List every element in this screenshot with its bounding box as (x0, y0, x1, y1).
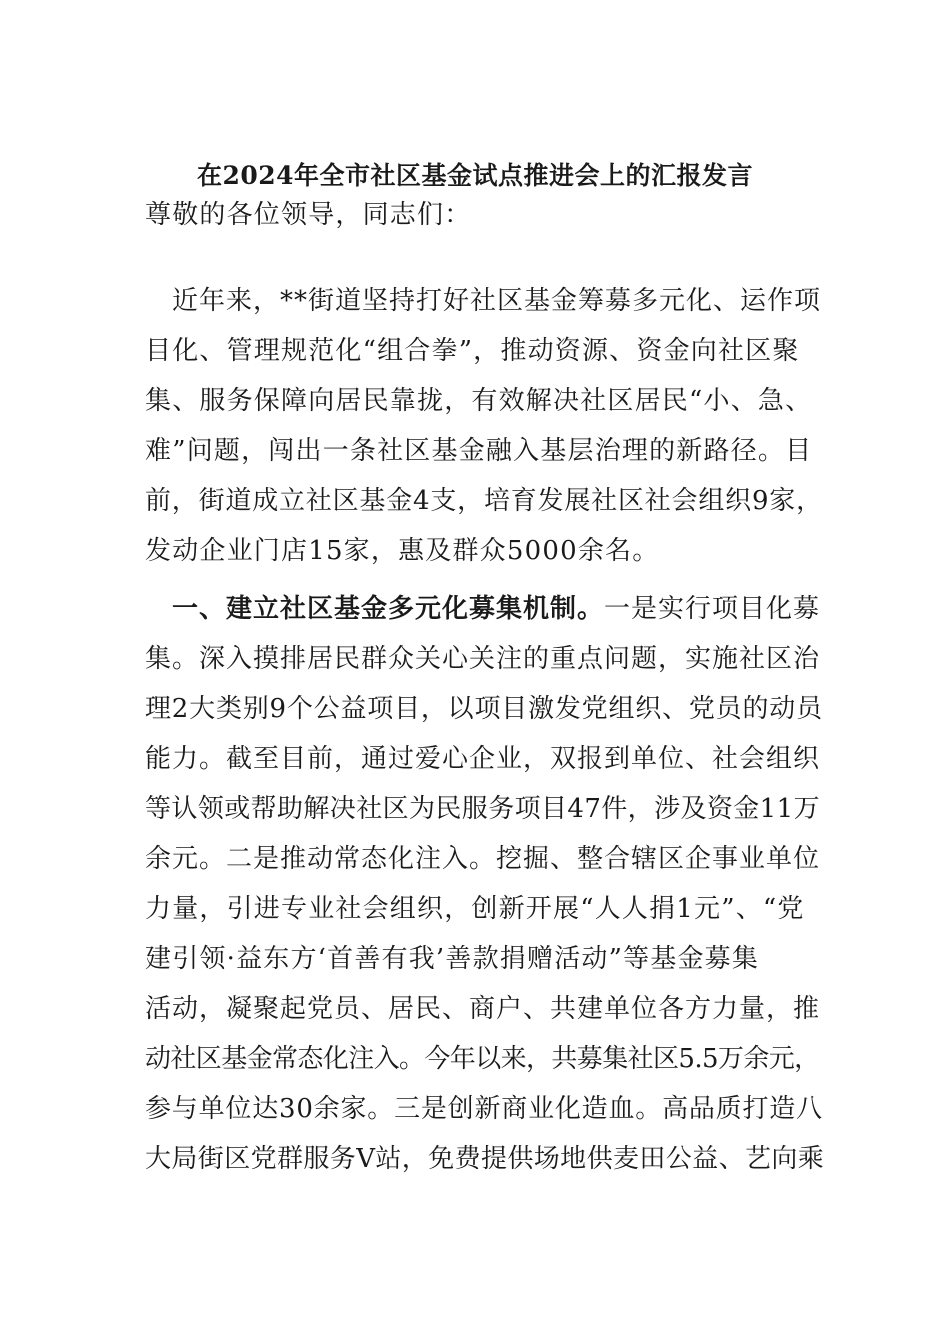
para2-line-10: 动社区基金常态化注入。今年以来，共募集社区5.5万余元， (145, 1044, 820, 1074)
para2-line-5: 等认领或帮助解决社区为民服务项目47件，涉及资金11万 (145, 794, 820, 824)
para1-line-4: 难”问题，闯出一条社区基金融入基层治理的新路径。目 (145, 436, 813, 466)
para1-line-2: 目化、管理规范化“组合拳”，推动资源、资金向社区聚 (145, 336, 800, 366)
para2-line-12: 大局街区党群服务V站，免费提供场地供麦田公益、艺向乘 (145, 1144, 825, 1174)
para1-line-3: 集、服务保障向居民靠拢，有效解决社区居民“小、急、 (145, 386, 813, 416)
para2-line-6: 余元。二是推动常态化注入。挖掘、整合辖区企事业单位 (145, 844, 821, 874)
para1-line-5: 前，街道成立社区基金4支，培育发展社区社会组织9家， (145, 486, 823, 516)
para2-line-2: 集。深入摸排居民群众关心关注的重点问题，实施社区治 (145, 644, 821, 674)
section-heading: 一、建立社区基金多元化募集机制。 (145, 594, 605, 624)
para2-line-1 (145, 589, 820, 629)
para2-line-11: 参与单位达30余家。三是创新商业化造血。高品质打造八 (145, 1094, 823, 1124)
para1-line-6: 发动企业门店15家，惠及群众5000余名。 (145, 536, 660, 566)
para1-line-1: 近年来，**街道坚持打好社区基金筹募多元化、运作项 (145, 286, 822, 316)
para2-line-1-text: 一是实行项目化募 (604, 594, 821, 624)
para2-line-7: 力量，引进专业社会组织，创新开展“人人捐1元”、“党 (145, 894, 805, 924)
salutation: 尊敬的各位领导，同志们： (145, 200, 472, 230)
para2-line-4: 能力。截至目前，通过爱心企业，双报到单位、社会组织 (145, 744, 821, 774)
document-title: 在2024年全市社区基金试点推进会上的汇报发言 (196, 161, 754, 190)
para2-line-9: 活动，凝聚起党员、居民、商户、共建单位各方力量，推 (145, 994, 821, 1024)
para2-line-3: 理2大类别9个公益项目，以项目激发党组织、党员的动员 (145, 694, 823, 724)
para2-line-8: 建引领·益东方‘首善有我’善款捐赠活动”等基金募集 (145, 944, 760, 974)
